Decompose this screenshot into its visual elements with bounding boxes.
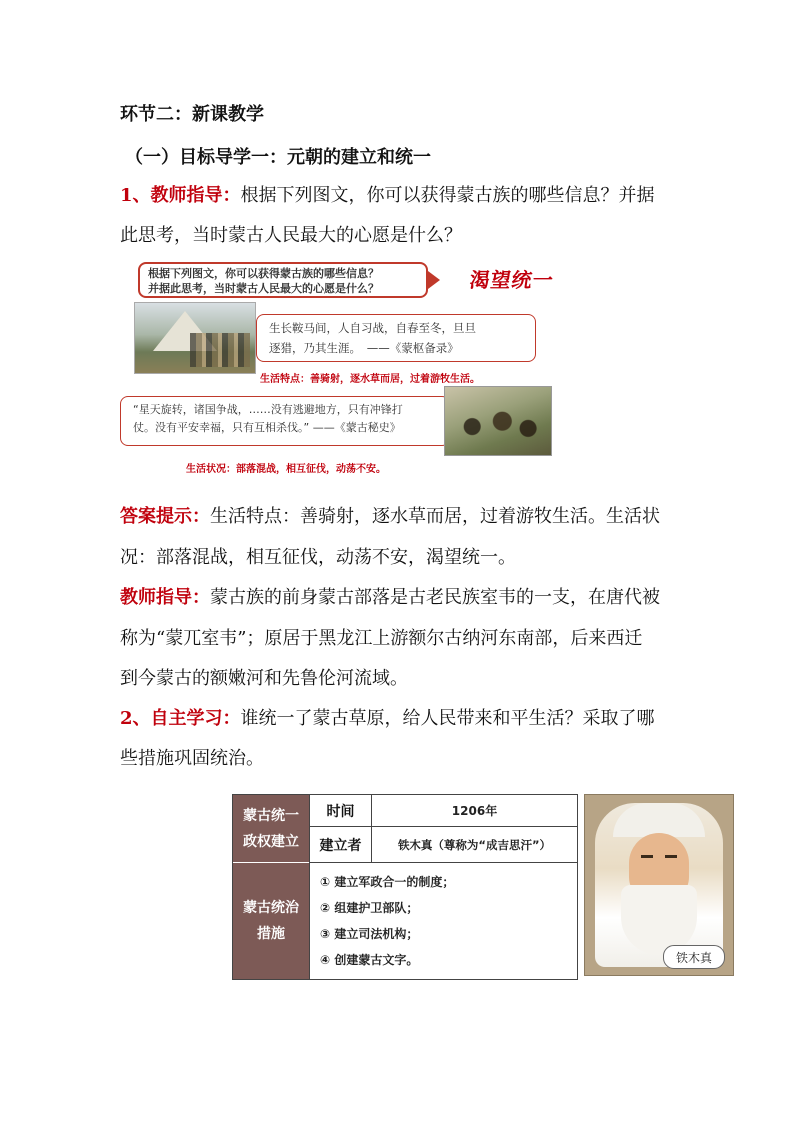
riders-shape [455, 405, 541, 441]
item2-line1 [120, 704, 655, 730]
item1-text-line1: 根据下列图文，你可以获得蒙古族的哪些信息？并据 [240, 185, 655, 206]
question-arrow [428, 271, 440, 289]
header2-line2: 措施 [257, 926, 285, 942]
answer-text-line2: 况：部落混战，相互征伐，动荡不安，渴望统一。 [120, 547, 516, 568]
quote2-line2: 仗。没有平安幸福，只有互相杀伐。” ——《蒙古秘史》 [133, 421, 401, 434]
answer-line1 [120, 502, 660, 528]
portrait-label: 铁木真 [663, 945, 725, 969]
nomad-camp-image [134, 302, 256, 374]
measure-item: ④ 创建蒙古文字。 [320, 953, 419, 967]
quote2-line1: “星天旋转，诸国争战，……没有逃避地方，只有冲锋打 [133, 403, 403, 416]
quote1-line2: 逐猎，乃其生涯。 ——《蒙枢备录》 [269, 341, 459, 355]
measure-item: ③ 建立司法机构； [320, 927, 419, 941]
caption2: 生活状况：部落混战，相互征伐，动荡不安。 [186, 464, 386, 475]
guide-text-line2: 称为“蒙兀室韦”；原居于黑龙江上游额尔古纳河东南部，后来西迁 [120, 628, 643, 649]
quote2-box [120, 396, 450, 446]
measure-item: ① 建立军政合一的制度； [320, 875, 455, 889]
portrait-hat [613, 803, 705, 837]
guide-line1 [120, 583, 660, 609]
item2-text-line1: 谁统一了蒙古草原，给人民带来和平生活？采取了哪 [240, 708, 655, 729]
question-line2: 并据此思考，当时蒙古人民最大的心愿是什么？ [148, 282, 379, 295]
portrait-eye-right [665, 855, 677, 858]
quote1-box [256, 314, 536, 362]
battle-image [444, 386, 552, 456]
founder-label: 建立者 [309, 827, 371, 863]
question-line1: 根据下列图文，你可以获得蒙古族的哪些信息？ [148, 267, 379, 280]
item2-label: 2、自主学习： [120, 708, 241, 729]
temujin-portrait [584, 794, 734, 976]
founder-value: 铁木真（尊称为“成吉思汗”） [371, 827, 577, 863]
caption1: 生活特点：善骑射，逐水草而居，过着游牧生活。 [260, 374, 480, 385]
item1-label: 1、教师指导： [120, 185, 241, 206]
measure-item: ② 组建护卫部队； [320, 901, 419, 915]
slogan: 渴望统一 [468, 268, 556, 292]
table-header-unification [233, 795, 309, 863]
portrait-eye-left [641, 855, 653, 858]
section-title: 环节二：新课教学 [120, 104, 264, 125]
guide-text-line1: 蒙古族的前身蒙古部落是古老民族室韦的一支，在唐代被 [210, 587, 660, 608]
answer-text-line1: 生活特点：善骑射，逐水草而居，过着游牧生活。生活状 [210, 506, 660, 527]
people-shape [190, 333, 250, 367]
time-label: 时间 [309, 795, 371, 827]
quote1-line1: 生长鞍马间，人自习战，自春至冬，旦旦 [269, 321, 476, 335]
header1-line2: 政权建立 [243, 833, 299, 850]
question-box [138, 262, 428, 298]
item2-text-line2: 些措施巩固统治。 [120, 748, 264, 769]
subsection-title: （一）目标导学一：元朝的建立和统一 [125, 147, 431, 168]
mongol-unification-table [232, 794, 578, 980]
table-header-rule [233, 863, 309, 979]
portrait-figure [595, 803, 723, 967]
guide-label: 教师指导： [120, 587, 210, 608]
measures-list [309, 863, 577, 979]
answer-label: 答案提示： [120, 506, 210, 527]
time-value: 1206年 [371, 795, 577, 827]
lifestyle-infographic [120, 258, 560, 483]
guide-text-line3: 到今蒙古的额嫩河和先鲁伦河流域。 [120, 668, 408, 689]
item1-text-line2: 此思考，当时蒙古人民最大的心愿是什么？ [120, 225, 462, 246]
item1-line1 [120, 181, 655, 207]
header2-line1: 蒙古统治 [243, 900, 299, 916]
header1-line1: 蒙古统一 [243, 807, 299, 824]
